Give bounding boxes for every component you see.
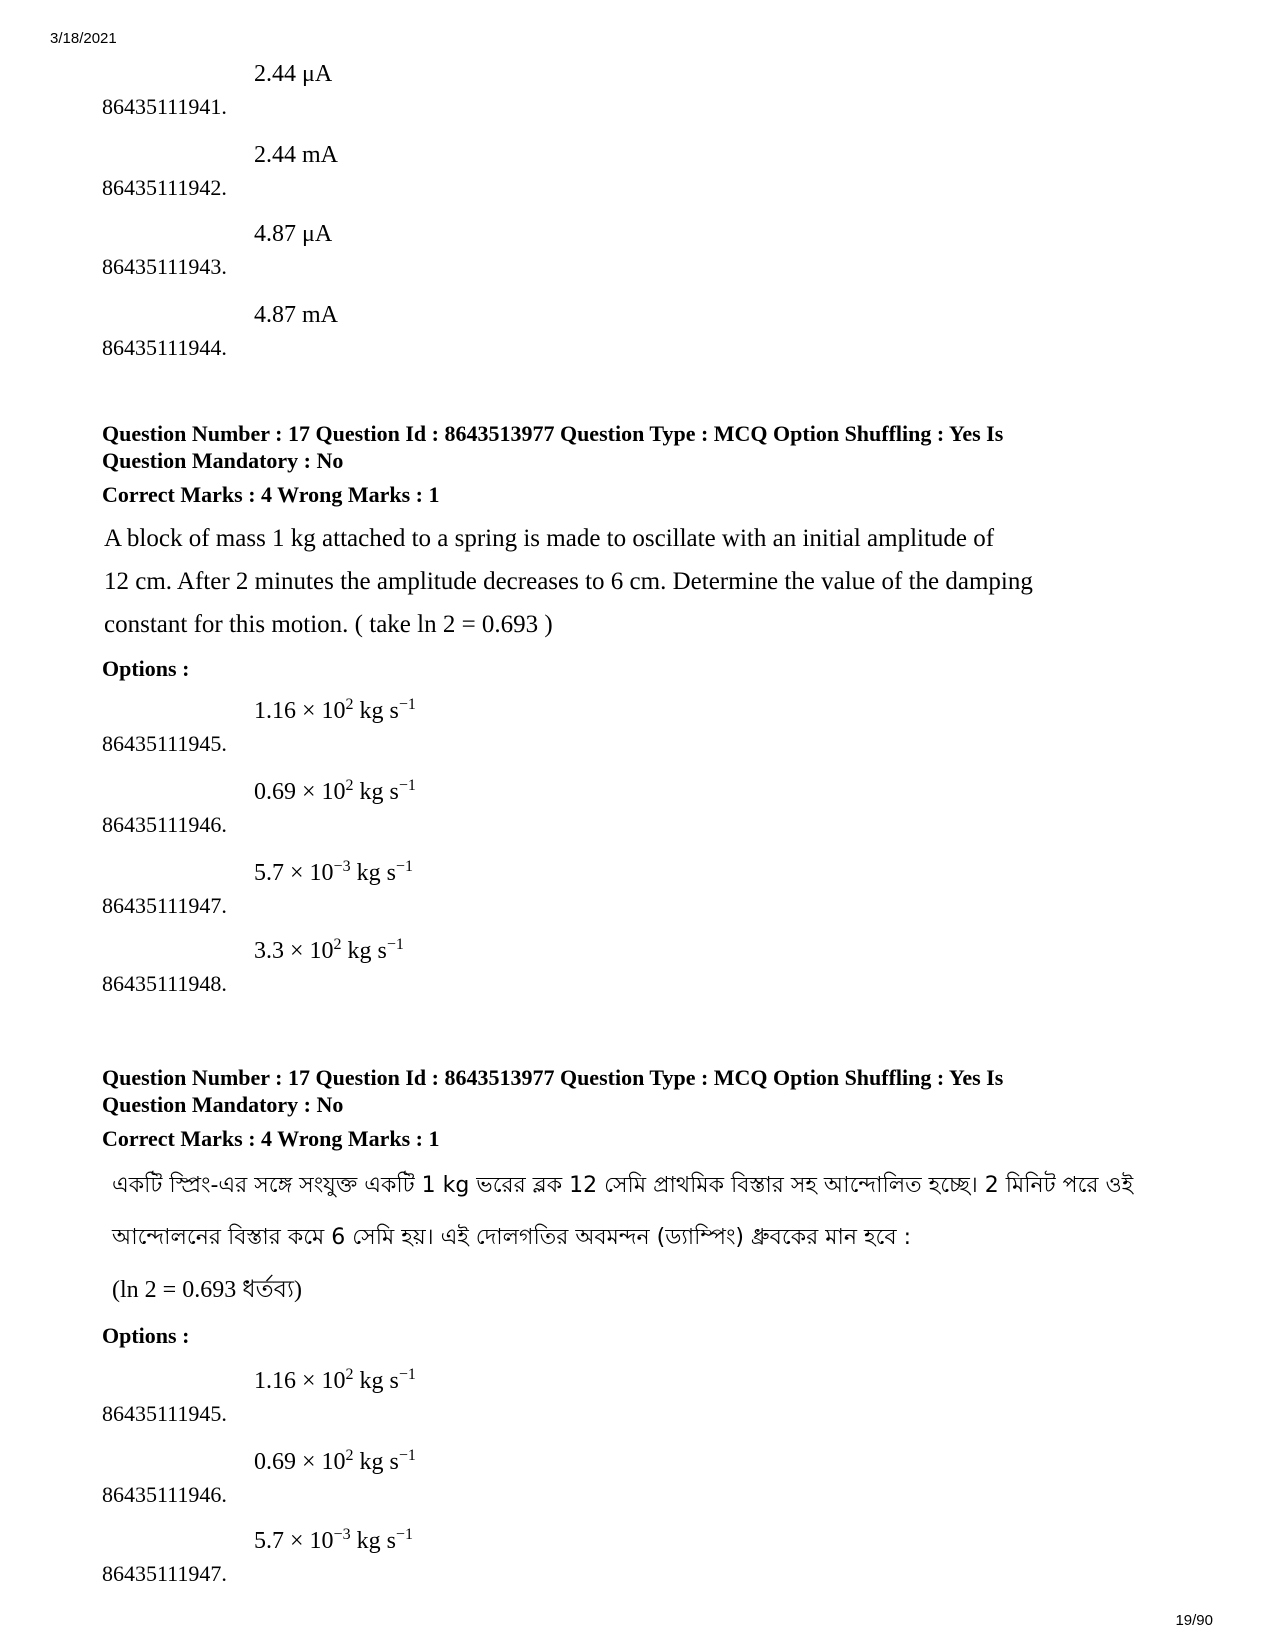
option-item — [102, 301, 802, 361]
option-value: $1.16 \times 10^2$ kg $s^{-1}$ — [254, 696, 416, 724]
option-item — [102, 778, 802, 838]
option-value: $5.7 \times 10^{-3}$ kg $s^{-1}$ — [254, 1526, 413, 1554]
option-item — [102, 141, 802, 201]
option-value: $0.69 \times 10^2$ kg $s^{-1}$ — [254, 777, 416, 805]
option-number: 86435111941. — [102, 94, 227, 119]
question-text-line: (ln 2 = 0.693 ধর্তব্য) — [112, 1277, 302, 1303]
option-item — [102, 1448, 802, 1508]
question-text-line: A block of mass 1 kg attached to a spring is made to oscillate with an initial amplitude of — [104, 525, 995, 552]
option-number: 86435111948. — [102, 971, 227, 996]
option-value: 4.87 μA — [254, 221, 333, 247]
question-text-line: আন্দোলনের বিস্তার কমে 6 সেমি হয়। এই দোলগতির অবমন্দন (ড্যাম্পিং) ধ্রুবকের মান হবে : — [112, 1225, 912, 1250]
option-item — [102, 220, 802, 280]
option-value: $5.7 \times 10^{-3}$ kg $s^{-1}$ — [254, 858, 413, 886]
option-value: $1.16 \times 10^2$ kg $s^{-1}$ — [254, 1366, 416, 1394]
question-meta-line: Question Number : 17 Question Id : 8643513977 Question Type : MCQ Option Shuffling : Yes Is — [102, 421, 1004, 446]
options-label: Options : — [102, 656, 190, 681]
option-item — [102, 937, 802, 997]
option-value: $3.3 \times 10^2$ kg $s^{-1}$ — [254, 936, 404, 964]
option-value: 2.44 mA — [254, 142, 338, 168]
option-item — [102, 1527, 802, 1587]
option-number: 86435111946. — [102, 1482, 227, 1507]
page-number: 19/90 — [1175, 1612, 1213, 1629]
question-text-line: একটি স্প্রিং-এর সঙ্গে সংযুক্ত একটি 1 kg ভরের ব্লক 12 সেমি প্রাথমিক বিস্তার সহ আন্দোলিত হচ্ছে। 2 মিনিট পরে ওই — [112, 1173, 1134, 1198]
question-meta-line: Question Number : 17 Question Id : 8643513977 Question Type : MCQ Option Shuffling : Yes Is — [102, 1065, 1004, 1090]
option-item — [102, 60, 802, 120]
question-meta-line: Question Mandatory : No — [102, 1092, 344, 1117]
option-number: 86435111945. — [102, 1401, 227, 1426]
question-marks: Correct Marks : 4 Wrong Marks : 1 — [102, 1126, 440, 1151]
question-marks: Correct Marks : 4 Wrong Marks : 1 — [102, 482, 440, 507]
question-text-line: constant for this motion. ( take ln 2 = 0.693 ) — [104, 611, 553, 638]
question-text-line: 12 cm. After 2 minutes the amplitude decreases to 6 cm. Determine the value of the damping — [104, 568, 1033, 595]
options-label: Options : — [102, 1323, 190, 1348]
option-number: 86435111944. — [102, 335, 227, 360]
option-number: 86435111943. — [102, 254, 227, 279]
option-item — [102, 697, 802, 757]
option-item — [102, 1367, 802, 1427]
option-value: 4.87 mA — [254, 302, 338, 328]
option-number: 86435111946. — [102, 812, 227, 837]
print-date: 3/18/2021 — [50, 30, 117, 47]
question-text — [112, 1160, 1192, 1316]
question-meta-line: Question Mandatory : No — [102, 448, 344, 473]
option-number: 86435111947. — [102, 893, 227, 918]
option-item — [102, 859, 802, 919]
question-text — [104, 517, 1184, 646]
option-value: 2.44 μA — [254, 61, 333, 87]
option-number: 86435111945. — [102, 731, 227, 756]
option-value: $0.69 \times 10^2$ kg $s^{-1}$ — [254, 1447, 416, 1475]
option-number: 86435111947. — [102, 1561, 227, 1586]
option-number: 86435111942. — [102, 175, 227, 200]
